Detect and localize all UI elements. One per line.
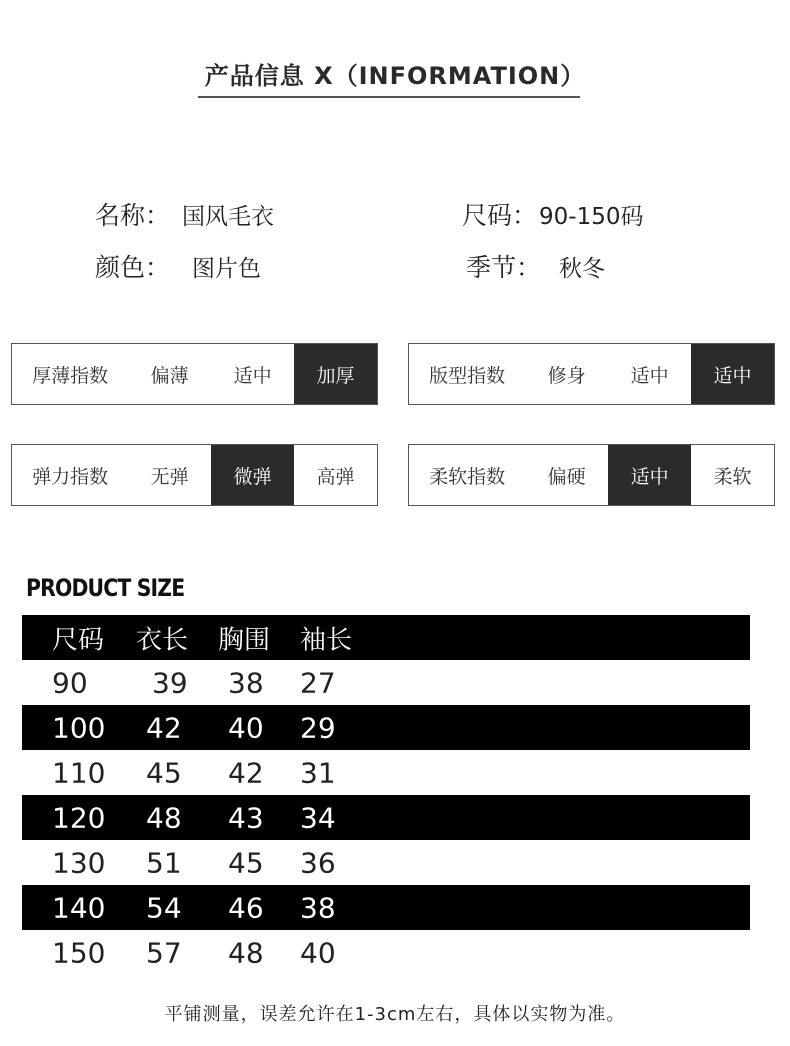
cell-chest: 48	[228, 936, 264, 969]
cell-length: 45	[146, 756, 182, 789]
table-row	[22, 930, 750, 975]
cell-length: 51	[146, 846, 182, 879]
cell-length: 48	[146, 801, 182, 834]
index-option-selected: 适中	[608, 445, 691, 505]
index-option: 修身	[547, 364, 586, 387]
column-header: 衣长	[136, 625, 189, 655]
cell-sleeve: 34	[300, 801, 336, 834]
cell-length: 54	[146, 891, 182, 924]
table-row	[22, 795, 750, 840]
index-softness	[408, 444, 775, 506]
table-row	[22, 660, 750, 705]
cell-size: 90	[52, 666, 88, 699]
cell-chest: 38	[228, 666, 264, 699]
header-title: 产品信息 X（INFORMATION）	[204, 62, 586, 90]
column-header: 尺码	[52, 625, 105, 655]
measurement-note: 平铺测量，误差允许在1-3cm左右，具体以实物为准。	[164, 1004, 626, 1025]
size-table	[22, 615, 750, 975]
index-option-selected: 微弹	[211, 445, 294, 505]
cell-sleeve: 29	[300, 711, 336, 744]
info-season	[466, 248, 605, 284]
cell-chest: 43	[228, 801, 264, 834]
cell-chest: 42	[228, 756, 264, 789]
index-option: 适中	[233, 364, 272, 387]
table-row	[22, 885, 750, 930]
cell-sleeve: 31	[300, 756, 336, 789]
index-option: 无弹	[150, 465, 189, 488]
cell-size: 100	[52, 711, 106, 744]
cell-sleeve: 40	[300, 936, 336, 969]
column-header: 胸围	[218, 625, 271, 655]
cell-size: 120	[52, 801, 106, 834]
index-option: 偏硬	[547, 465, 586, 488]
cell-size: 150	[52, 936, 106, 969]
info-season-value: 秋冬	[559, 256, 606, 282]
index-title: 版型指数	[429, 364, 506, 387]
index-title: 厚薄指数	[32, 364, 109, 387]
cell-length: 42	[146, 711, 182, 744]
info-size-value: 90-150码	[539, 204, 644, 230]
index-option: 适中	[630, 364, 669, 387]
info-size	[462, 196, 643, 232]
cell-sleeve: 38	[300, 891, 336, 924]
index-option: 柔软	[713, 465, 752, 488]
cell-chest: 40	[228, 711, 264, 744]
size-heading: PRODUCT SIZE	[26, 574, 185, 602]
size-table-header	[22, 615, 750, 660]
index-title: 弹力指数	[32, 465, 109, 488]
table-row	[22, 750, 750, 795]
info-name-value: 国风毛衣	[182, 204, 275, 230]
index-fit	[408, 343, 775, 405]
index-elasticity	[11, 444, 378, 506]
info-color-label: 颜色：	[95, 253, 171, 282]
cell-size: 140	[52, 891, 106, 924]
table-row	[22, 705, 750, 750]
column-header: 袖长	[300, 625, 353, 655]
cell-length: 39	[152, 666, 188, 699]
index-option: 偏薄	[150, 364, 189, 387]
cell-size: 130	[52, 846, 106, 879]
index-title: 柔软指数	[429, 465, 506, 488]
cell-sleeve: 27	[300, 666, 336, 699]
header-underline	[198, 96, 580, 98]
info-season-label: 季节：	[466, 253, 542, 282]
index-option-selected: 加厚	[294, 344, 377, 404]
cell-chest: 46	[228, 891, 264, 924]
index-option-selected: 适中	[691, 344, 774, 404]
info-name-label: 名称：	[95, 201, 171, 230]
info-color	[95, 248, 261, 284]
info-name	[95, 196, 274, 232]
table-row	[22, 840, 750, 885]
cell-chest: 45	[228, 846, 264, 879]
index-thickness	[11, 343, 378, 405]
cell-sleeve: 36	[300, 846, 336, 879]
index-option: 高弹	[316, 465, 355, 488]
cell-length: 57	[146, 936, 182, 969]
cell-size: 110	[52, 756, 106, 789]
info-color-value: 图片色	[192, 256, 262, 282]
info-size-label: 尺码：	[462, 201, 538, 230]
